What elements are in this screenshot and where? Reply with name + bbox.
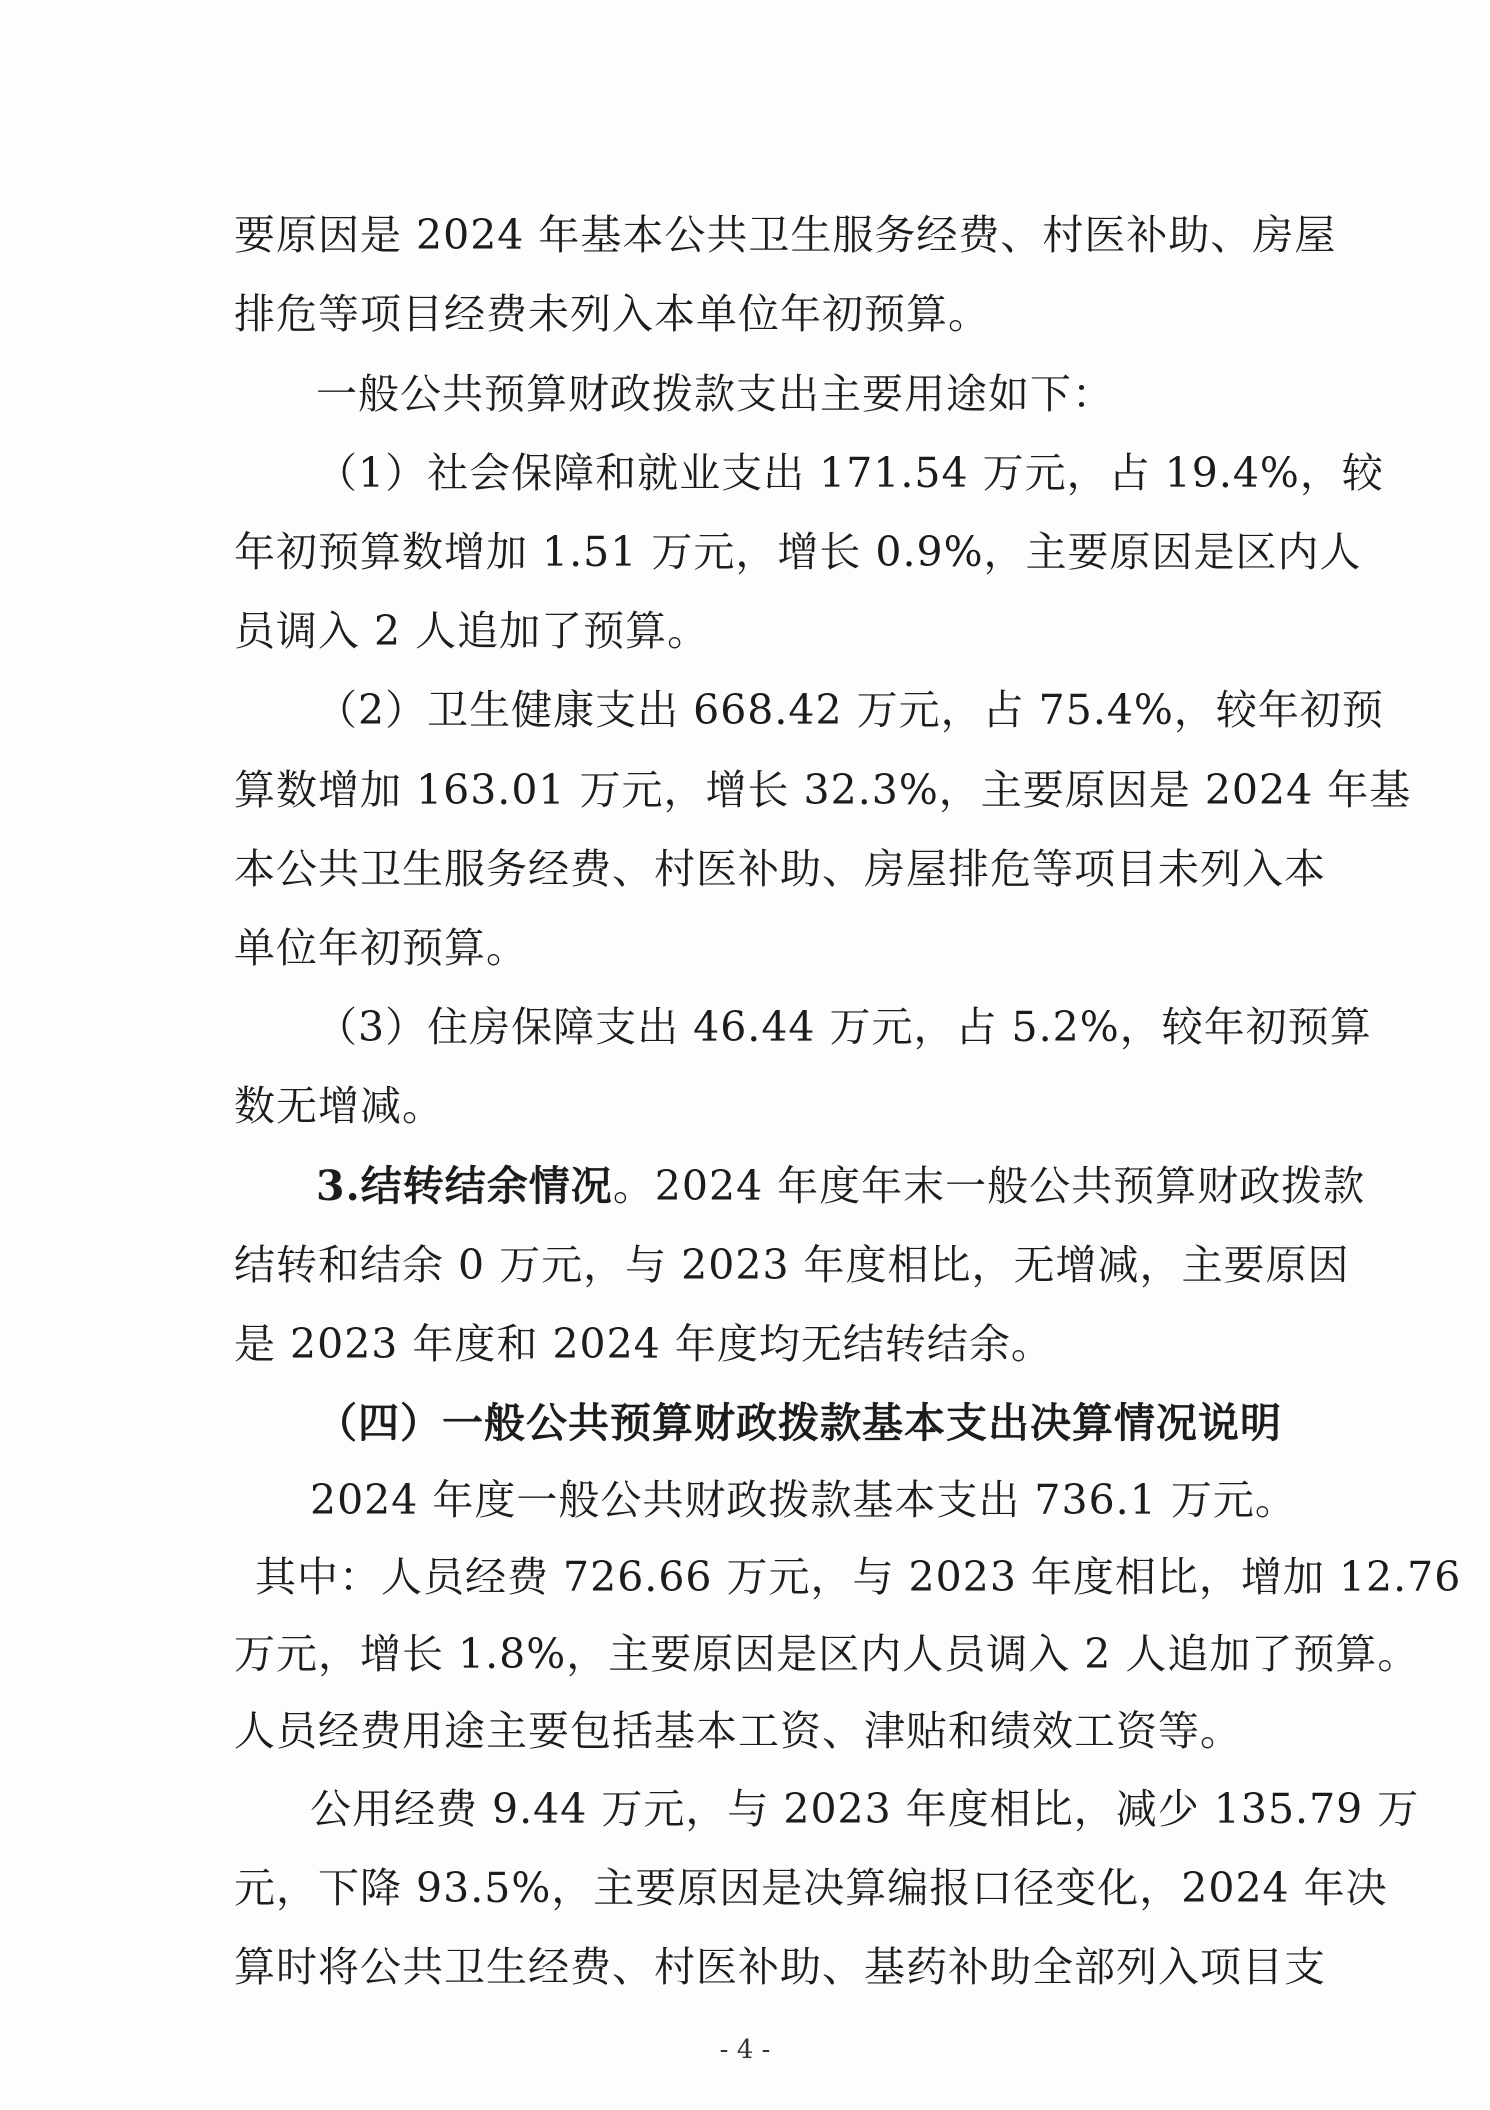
paragraph-line: 一般公共预算财政拨款支出主要用途如下： [316, 370, 1114, 418]
paragraph-line: 员调入 2 人追加了预算。 [234, 607, 710, 655]
paragraph-line: 数无增减。 [234, 1082, 444, 1130]
paragraph-line: 2024 年度一般公共财政拨款基本支出 736.1 万元。 [310, 1476, 1297, 1524]
paragraph-line: 结转和结余 0 万元，与 2023 年度相比，无增减，主要原因 [234, 1241, 1350, 1289]
paragraph-line: 算时将公共卫生经费、村医补助、基药补助全部列入项目支 [234, 1943, 1326, 1991]
paragraph-line: 万元，增长 1.8%，主要原因是区内人员调入 2 人追加了预算。 [234, 1630, 1420, 1678]
paragraph-line: 排危等项目经费未列入本单位年初预算。 [234, 290, 990, 338]
paragraph-line: 要原因是 2024 年基本公共卫生服务经费、村医补助、房屋 [234, 211, 1337, 259]
section-3-text: 。2024 年度年末一般公共预算财政拨款 [612, 1162, 1366, 1210]
section-heading-4: （四）一般公共预算财政拨款基本支出决算情况说明 [316, 1399, 1282, 1447]
list-item-social-security: （1）社会保障和就业支出 171.54 万元，占 19.4%，较 [316, 449, 1384, 497]
paragraph-line: 公用经费 9.44 万元，与 2023 年度相比，减少 135.79 万 [310, 1785, 1420, 1833]
section-3-line [316, 1156, 1366, 1216]
list-item-housing: （3）住房保障支出 46.44 万元，占 5.2%，较年初预算 [316, 1003, 1372, 1051]
section-3-title: 3.结转结余情况 [316, 1162, 613, 1210]
list-item-health: （2）卫生健康支出 668.42 万元，占 75.4%，较年初预 [316, 686, 1384, 734]
paragraph-line: 其中：人员经费 726.66 万元，与 2023 年度相比，增加 12.76 [255, 1553, 1462, 1601]
paragraph-line: 年初预算数增加 1.51 万元，增长 0.9%，主要原因是区内人 [234, 528, 1362, 576]
paragraph-line: 人员经费用途主要包括基本工资、津贴和绩效工资等。 [234, 1707, 1242, 1755]
paragraph-line: 算数增加 163.01 万元，增长 32.3%，主要原因是 2024 年基 [234, 766, 1412, 814]
paragraph-line: 本公共卫生服务经费、村医补助、房屋排危等项目未列入本 [234, 845, 1326, 893]
paragraph-line: 是 2023 年度和 2024 年度均无结转结余。 [234, 1320, 1053, 1368]
page-number: - 4 - [719, 2035, 771, 2065]
paragraph-line: 元，下降 93.5%，主要原因是决算编报口径变化，2024 年决 [234, 1864, 1388, 1912]
paragraph-line: 单位年初预算。 [234, 924, 528, 972]
